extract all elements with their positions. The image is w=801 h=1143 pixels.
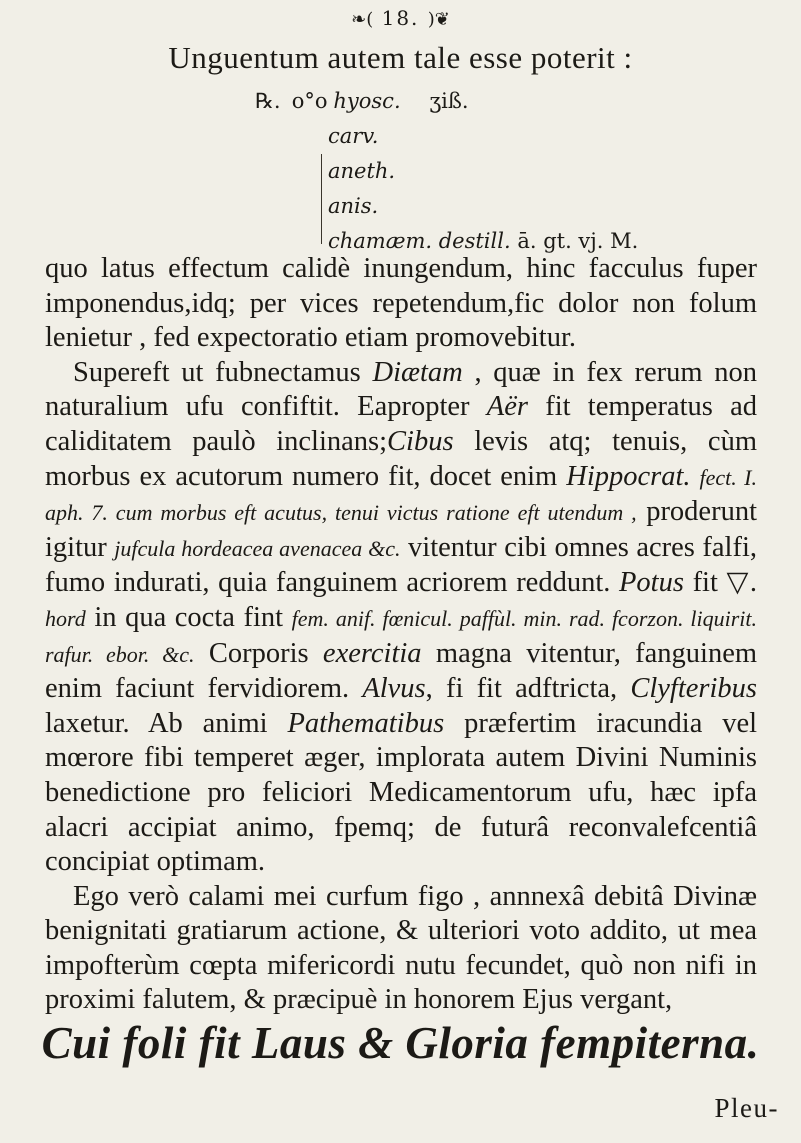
text-run: fem. anif. fœnicul. paffùl. min. rad. fcorzon. liquirit. rafur. ebor. &c. <box>45 605 758 667</box>
text-run: vitentur cibi omnes acres falfi, fumo indurati, quia fanguinem acriorem reddunt. <box>45 531 758 599</box>
section-title: Unguentum autem tale esse poterit : <box>168 40 633 75</box>
recipe-item-dose: ā. gt. vj. M. <box>517 229 639 253</box>
text-run: magna vitentur, fanguinem enim faciunt fervidiorem. <box>45 637 758 705</box>
recipe-item-name: aneth. <box>328 159 396 183</box>
recipe-row <box>255 154 638 189</box>
text-run: exercitia <box>322 637 422 669</box>
paragraph: quo latus effectum calidè inungendum, hinc facculus fuper imponendus,idq; per vices repetendum,fic dolor non folum lenietur , fed expectoratio etiam promovebitur. <box>45 253 757 354</box>
text-run: Aër <box>486 391 528 423</box>
text-run: Corporis <box>208 637 309 669</box>
text-run: Clyfteribus <box>630 673 757 705</box>
recipe-row <box>255 119 638 154</box>
recipe-brace <box>321 154 330 244</box>
text-run: jufcula hordeacea avenacea &c. <box>114 535 401 561</box>
ornament-right: )❦ <box>427 9 450 30</box>
recipe-symbol: ℞. <box>255 89 281 113</box>
recipe-item-dose: ʒiß. <box>429 89 469 113</box>
text-run: Potus <box>619 567 684 599</box>
text-run: , quæ in fex rerum non naturalium ufu confiftit. Eapropter <box>45 356 758 423</box>
recipe-item-name: anis. <box>328 194 379 218</box>
closing-doxology: Cui foli fit Laus & Gloria fempiterna. <box>41 1018 760 1068</box>
text-run: Alvus <box>362 673 426 705</box>
recipe-quantity-symbol: o°o <box>291 89 328 113</box>
text-run: in qua cocta fint <box>94 601 284 633</box>
page-header <box>0 6 801 30</box>
recipe-item-name: hyosc. <box>333 89 401 113</box>
text-run: hord <box>45 605 86 631</box>
text-run: fit temperatus ad caliditatem paulò inclinans; <box>45 391 758 457</box>
text-run: Cibus <box>387 425 454 457</box>
text-run: proderunt igitur <box>45 496 757 563</box>
ornament-left: ❧( <box>351 9 374 30</box>
paragraph <box>45 356 757 880</box>
body-text <box>45 252 757 1018</box>
recipe-item-name: chamæm. destill. <box>328 229 511 253</box>
text-run: præfertim iracundia vel mœrore fibi temperet æger, implorata autem Divini Numinis benedictione pro feliciori Medicamentorum ufu, hæc ipfa alacri accipiat animo, fpemq; de futurâ reconvalefcentiâ concipiat optimam. <box>45 707 758 878</box>
text-run: Pathematibus <box>287 707 445 739</box>
text-run: fit ▽. <box>692 567 758 599</box>
text-run: fect. I. aph. 7. cum morbus eft acutus, tenui victus ratione eft utendum , <box>45 464 757 526</box>
text-run: Diætam <box>372 356 463 388</box>
page-number: 18. <box>381 6 420 30</box>
text-run: , fi fit adftricta, <box>425 673 618 705</box>
text-run: laxetur. Ab animi <box>45 707 268 739</box>
paragraph: Ego verò calami mei curfum figo , annnexâ debitâ Divinæ benignitati gratiarum actione, & ulteriori voto addito, ut mea impofterùm cœpta mifericordi nutu fecundet, quò non nifi in proximi falutem, & præcipuè in honorem Ejus vergant, <box>45 880 757 1016</box>
text-run: Supereft ut fubnectamus <box>73 356 361 388</box>
text-run: Hippocrat. <box>566 460 691 492</box>
recipe-row <box>255 84 638 119</box>
recipe-row <box>255 189 638 224</box>
recipe-item-name: carv. <box>328 124 379 148</box>
recipe-block <box>255 84 638 259</box>
catchword: Pleu- <box>714 1093 779 1123</box>
text-run: levis atq; tenuis, cùm morbus ex acutorum numero fit, docet enim <box>45 425 757 492</box>
